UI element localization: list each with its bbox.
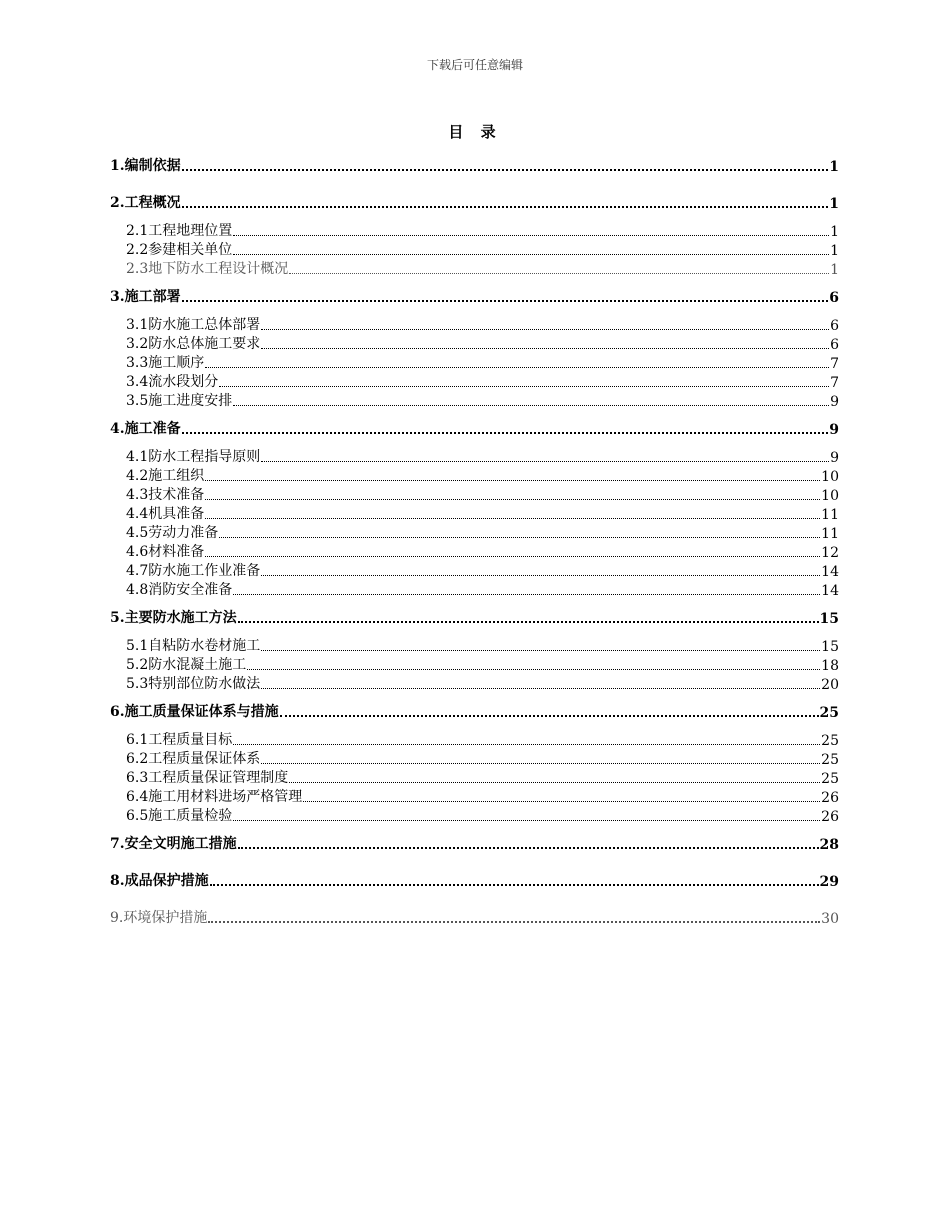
- toc-leader: [219, 537, 820, 538]
- toc-entry[interactable]: [110, 466, 839, 485]
- toc-entry-page: 1: [830, 224, 839, 240]
- toc-entry[interactable]: [110, 221, 839, 240]
- toc-entry-label: 4.施工准备: [110, 421, 181, 437]
- toc-entry-page: 20: [821, 677, 839, 693]
- toc-entry-label: 1.编制依据: [110, 158, 181, 174]
- toc-leader: [303, 801, 820, 802]
- toc-entry-label: 4.7防水施工作业准备: [126, 563, 261, 579]
- toc-entry[interactable]: [110, 871, 839, 890]
- toc-entry[interactable]: [110, 523, 839, 542]
- toc-entry[interactable]: [110, 730, 839, 749]
- toc-entry[interactable]: [110, 749, 839, 768]
- toc-entry-page: 14: [821, 564, 839, 580]
- toc-entry-page: 1: [830, 262, 839, 278]
- toc-entry[interactable]: [110, 608, 839, 627]
- toc-entry-page: 15: [819, 611, 839, 627]
- toc-entry-page: 6: [830, 337, 839, 353]
- toc-leader: [280, 715, 819, 717]
- toc-leader: [233, 744, 820, 745]
- page-header: 下载后可任意编辑: [426, 58, 523, 72]
- toc-entry-label: 6.2工程质量保证体系: [126, 751, 261, 767]
- toc-entry-label: 6.4施工用材料进场严格管理: [126, 789, 303, 805]
- toc-entry-page: 1: [829, 159, 839, 175]
- toc-entry-page: 30: [821, 911, 839, 927]
- toc-leader: [261, 688, 820, 689]
- toc-entry-label: 6.1工程质量目标: [126, 732, 233, 748]
- toc-entry-page: 18: [821, 658, 839, 674]
- toc-entry-label: 2.3地下防水工程设计概况: [126, 261, 289, 277]
- toc-entry-page: 10: [821, 488, 839, 504]
- toc-leader: [219, 386, 829, 387]
- toc-entry-page: 14: [821, 583, 839, 599]
- toc-entry-page: 9: [829, 422, 839, 438]
- toc-entry[interactable]: [110, 674, 839, 693]
- toc-entry[interactable]: [110, 636, 839, 655]
- toc-entry[interactable]: [110, 768, 839, 787]
- table-of-contents: [110, 156, 839, 927]
- toc-entry[interactable]: [110, 834, 839, 853]
- toc-entry[interactable]: [110, 287, 839, 306]
- toc-leader: [233, 594, 820, 595]
- toc-entry-label: 3.施工部署: [110, 289, 181, 305]
- toc-entry-page: 28: [819, 837, 839, 853]
- toc-entry-page: 9: [830, 450, 839, 466]
- toc-entry-label: 3.5施工进度安排: [126, 393, 233, 409]
- toc-entry-label: 3.1防水施工总体部署: [126, 317, 261, 333]
- toc-entry-page: 11: [821, 526, 839, 542]
- toc-entry[interactable]: [110, 259, 839, 278]
- toc-leader: [205, 480, 820, 481]
- toc-entry-label: 5.2防水混凝土施工: [126, 657, 247, 673]
- toc-entry-page: 15: [821, 639, 839, 655]
- toc-leader: [261, 461, 829, 462]
- toc-entry-label: 3.3施工顺序: [126, 355, 205, 371]
- toc-entry-page: 12: [821, 545, 839, 561]
- toc-entry[interactable]: [110, 372, 839, 391]
- toc-entry[interactable]: [110, 542, 839, 561]
- toc-entry-page: 7: [830, 356, 839, 372]
- toc-entry-label: 2.2参建相关单位: [126, 242, 233, 258]
- toc-entry-label: 8.成品保护措施: [110, 873, 209, 889]
- toc-leader: [233, 405, 829, 406]
- toc-leader: [261, 329, 829, 330]
- toc-leader: [261, 575, 820, 576]
- toc-entry[interactable]: [110, 504, 839, 523]
- toc-leader: [205, 499, 820, 500]
- toc-entry-page: 9: [830, 394, 839, 410]
- toc-entry-label: 9.环境保护措施: [110, 910, 208, 926]
- toc-entry-label: 4.2施工组织: [126, 468, 205, 484]
- toc-entry-page: 7: [830, 375, 839, 391]
- toc-entry-page: 1: [829, 196, 839, 212]
- toc-entry-label: 5.主要防水施工方法: [110, 610, 237, 626]
- toc-entry-label: 5.3特别部位防水做法: [126, 676, 261, 692]
- toc-entry[interactable]: [110, 391, 839, 410]
- toc-leader: [261, 763, 820, 764]
- toc-entry-label: 2.1工程地理位置: [126, 223, 233, 239]
- toc-leader: [210, 884, 819, 886]
- toc-entry[interactable]: [110, 908, 839, 927]
- toc-entry-page: 25: [821, 752, 839, 768]
- toc-leader: [233, 254, 829, 255]
- toc-entry-label: 4.8消防安全准备: [126, 582, 233, 598]
- toc-entry-page: 25: [821, 771, 839, 787]
- toc-entry[interactable]: [110, 702, 839, 721]
- toc-entry-label: 3.2防水总体施工要求: [126, 336, 261, 352]
- toc-title: 目 录: [448, 123, 502, 141]
- toc-entry[interactable]: [110, 580, 839, 599]
- toc-entry-label: 5.1自粘防水卷材施工: [126, 638, 261, 654]
- toc-entry-page: 26: [821, 809, 839, 825]
- toc-leader: [289, 273, 829, 274]
- toc-leader: [182, 300, 829, 302]
- toc-leader: [182, 169, 829, 171]
- toc-entry-page: 26: [821, 790, 839, 806]
- toc-entry-label: 4.1防水工程指导原则: [126, 449, 261, 465]
- toc-leader: [247, 669, 820, 670]
- toc-entry[interactable]: [110, 561, 839, 580]
- toc-entry-label: 7.安全文明施工措施: [110, 836, 237, 852]
- toc-entry-page: 11: [821, 507, 839, 523]
- toc-entry-label: 4.5劳动力准备: [126, 525, 219, 541]
- toc-leader: [261, 650, 820, 651]
- toc-entry-page: 6: [829, 290, 839, 306]
- toc-leader: [205, 556, 820, 557]
- toc-entry[interactable]: [110, 193, 839, 212]
- toc-entry[interactable]: [110, 806, 839, 825]
- toc-leader: [238, 847, 819, 849]
- toc-entry-page: 25: [819, 705, 839, 721]
- toc-entry-label: 4.3技术准备: [126, 487, 205, 503]
- toc-leader: [233, 820, 820, 821]
- toc-entry[interactable]: [110, 655, 839, 674]
- toc-entry[interactable]: [110, 315, 839, 334]
- toc-leader: [205, 518, 820, 519]
- toc-leader: [261, 348, 829, 349]
- toc-leader: [233, 235, 829, 236]
- toc-leader: [182, 206, 829, 208]
- toc-entry-page: 25: [821, 733, 839, 749]
- toc-entry-page: 29: [819, 874, 839, 890]
- toc-entry-label: 3.4流水段划分: [126, 374, 219, 390]
- toc-entry-page: 1: [830, 243, 839, 259]
- toc-entry[interactable]: [110, 447, 839, 466]
- toc-entry[interactable]: [110, 787, 839, 806]
- toc-leader: [289, 782, 820, 783]
- toc-entry-label: 6.施工质量保证体系与措施: [110, 704, 279, 720]
- toc-entry-page: 10: [821, 469, 839, 485]
- toc-entry[interactable]: [110, 419, 839, 438]
- toc-leader: [205, 367, 829, 368]
- toc-entry-label: 6.5施工质量检验: [126, 808, 233, 824]
- toc-entry-label: 4.4机具准备: [126, 506, 205, 522]
- toc-entry[interactable]: [110, 334, 839, 353]
- toc-entry-label: 6.3工程质量保证管理制度: [126, 770, 289, 786]
- toc-leader: [182, 432, 829, 434]
- toc-leader: [238, 621, 819, 623]
- toc-entry[interactable]: [110, 485, 839, 504]
- toc-entry[interactable]: [110, 353, 839, 372]
- toc-entry-page: 6: [830, 318, 839, 334]
- toc-leader: [208, 921, 820, 923]
- toc-entry-label: 2.工程概况: [110, 195, 181, 211]
- toc-entry[interactable]: [110, 240, 839, 259]
- toc-entry[interactable]: [110, 156, 839, 175]
- toc-entry-label: 4.6材料准备: [126, 544, 205, 560]
